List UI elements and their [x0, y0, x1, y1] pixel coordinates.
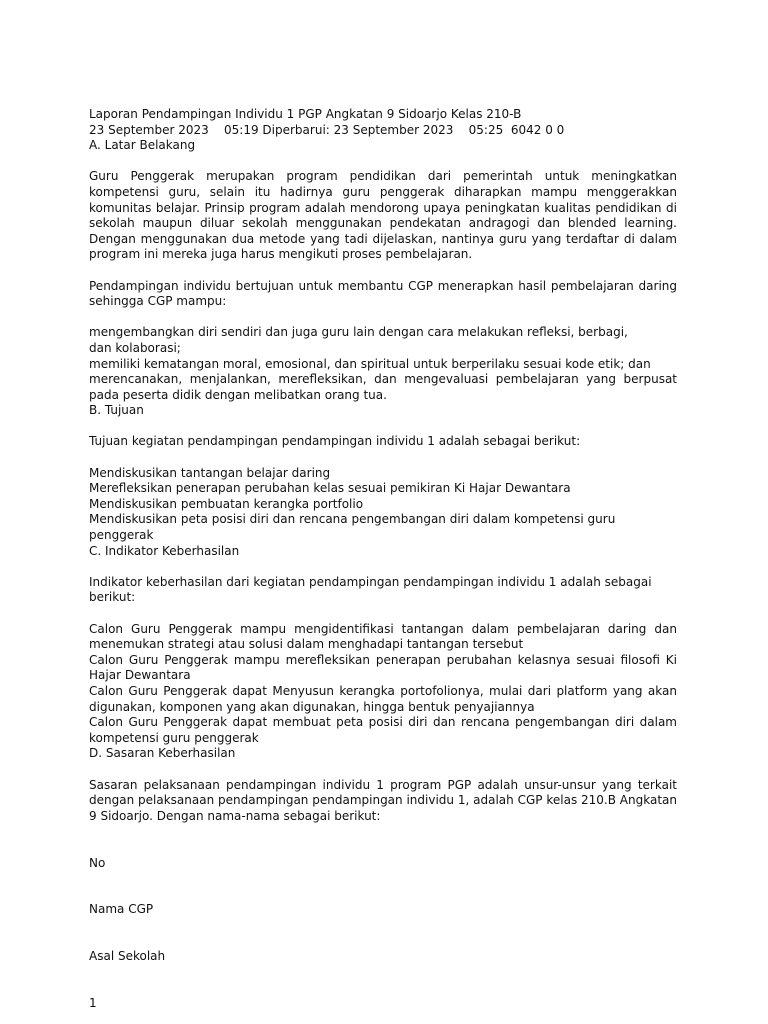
spacer [89, 762, 677, 778]
list-item-mampu: merencanakan, menjalankan, merefleksikan, dan mengevaluasi pembelajaran yang berpusat pada peserta didik dengan melibatkan orang tua. [89, 372, 677, 402]
heading-sasaran: D. Sasaran Keberhasilan [89, 746, 236, 761]
spacer [89, 450, 677, 466]
paragraph-pendampingan: Pendampingan individu bertujuan untuk membantu CGP menerapkan hasil pembelajaran daring sehingga CGP mampu: [89, 278, 677, 309]
spacer [89, 965, 677, 981]
list-item-tujuan: Merefleksikan penerapan perubahan kelas sesuai pemikiran Ki Hajar Dewantara [89, 481, 571, 496]
spacer [89, 263, 677, 279]
paragraph-tujuan: Tujuan kegiatan pendampingan pendampingan individu 1 adalah sebagai berikut: [89, 434, 581, 449]
document-title: Laporan Pendampingan Individu 1 PGP Angkatan 9 Sidoarjo Kelas 210-B [89, 107, 522, 121]
heading-latar-belakang: A. Latar Belakang [89, 138, 196, 153]
paragraph-sasaran: Sasaran pelaksanaan pendampingan individu 1 program PGP adalah unsur-unsur yang terkait dengan pelaksanaan pendampingan pendampingan individu 1, adalah CGP kelas 210.B Angkatan 9 Sidoarjo. Dengan nama-nama sebagai berikut: [89, 777, 677, 823]
spacer [89, 154, 677, 170]
heading-tujuan: B. Tujuan [89, 403, 144, 418]
paragraph-latar-belakang: Guru Penggerak merupakan program pendidikan dari pemerintah untuk meningkatkan kompetensi guru, selain itu hadirnya guru penggerak diharapkan mampu menggerakkan komunitas belajar. Prinsip program adalah mendorong upaya peningkatan kualitas pendidikan di sekolah maupun diluar sekolah menggunakan pendekatan andragogi dan blended learning. Dengan menggunakan dua metode yang tadi dijelaskan, nantinya guru yang terdaftar di dalam program ini mereka juga harus mengikuti proses pembelajaran. [89, 169, 677, 262]
spacer [89, 606, 677, 622]
list-item-tujuan: Mendiskusikan peta posisi diri dan rencana pengembangan diri dalam kompetensi guru penggerak [89, 512, 616, 543]
table-header-nama: Nama CGP [89, 902, 154, 917]
spacer [89, 887, 677, 903]
spacer [89, 824, 677, 840]
table-header-asal-sekolah: Asal Sekolah [89, 949, 166, 964]
spacer [89, 871, 677, 887]
table-cell-no: 1 [89, 995, 97, 1010]
list-item-indikator: Calon Guru Penggerak dapat Menyusun kerangka portofolionya, mulai dari platform yang akan digunakan, komponen yang akan digunakan, hingga bentuk penyajiannya [89, 683, 677, 714]
document-meta: 23 September 2023 05:19 Diperbarui: 23 September 2023 05:25 6042 0 0 [89, 122, 565, 137]
list-item-indikator: Calon Guru Penggerak mampu merefleksikan penerapan perubahan kelasnya sesuai filosofi Ki Hajar Dewantara [89, 652, 677, 683]
spacer [89, 918, 677, 934]
list-item-tujuan: Mendiskusikan tantangan belajar daring [89, 465, 331, 480]
list-item-indikator: Calon Guru Penggerak dapat membuat peta posisi diri dan rencana pengembangan diri dalam kompetensi guru penggerak [89, 715, 677, 745]
spacer [89, 419, 677, 435]
table-header-no: No [89, 855, 106, 870]
spacer [89, 933, 677, 949]
heading-indikator: C. Indikator Keberhasilan [89, 543, 240, 558]
list-item-mampu: dan kolaborasi; [89, 340, 181, 355]
spacer [89, 840, 677, 856]
document-page [89, 107, 677, 1011]
list-item-mampu: mengembangkan diri sendiri dan juga guru lain dengan cara melakukan refleksi, berbagi, [89, 325, 628, 340]
list-item-tujuan: Mendiskusikan pembuatan kerangka portfolio [89, 496, 364, 511]
list-item-indikator: Calon Guru Penggerak mampu mengidentifikasi tantangan dalam pembelajaran daring dan menemukan strategi atau solusi dalam menghadapi tantangan tersebut [89, 621, 677, 652]
list-item-mampu: memiliki kematangan moral, emosional, dan spiritual untuk berperilaku sesuai kode etik; dan [89, 356, 651, 371]
paragraph-indikator: Indikator keberhasilan dari kegiatan pendampingan pendampingan individu 1 adalah sebagai berikut: [89, 574, 652, 605]
spacer [89, 310, 677, 326]
spacer [89, 980, 677, 996]
spacer [89, 559, 677, 575]
